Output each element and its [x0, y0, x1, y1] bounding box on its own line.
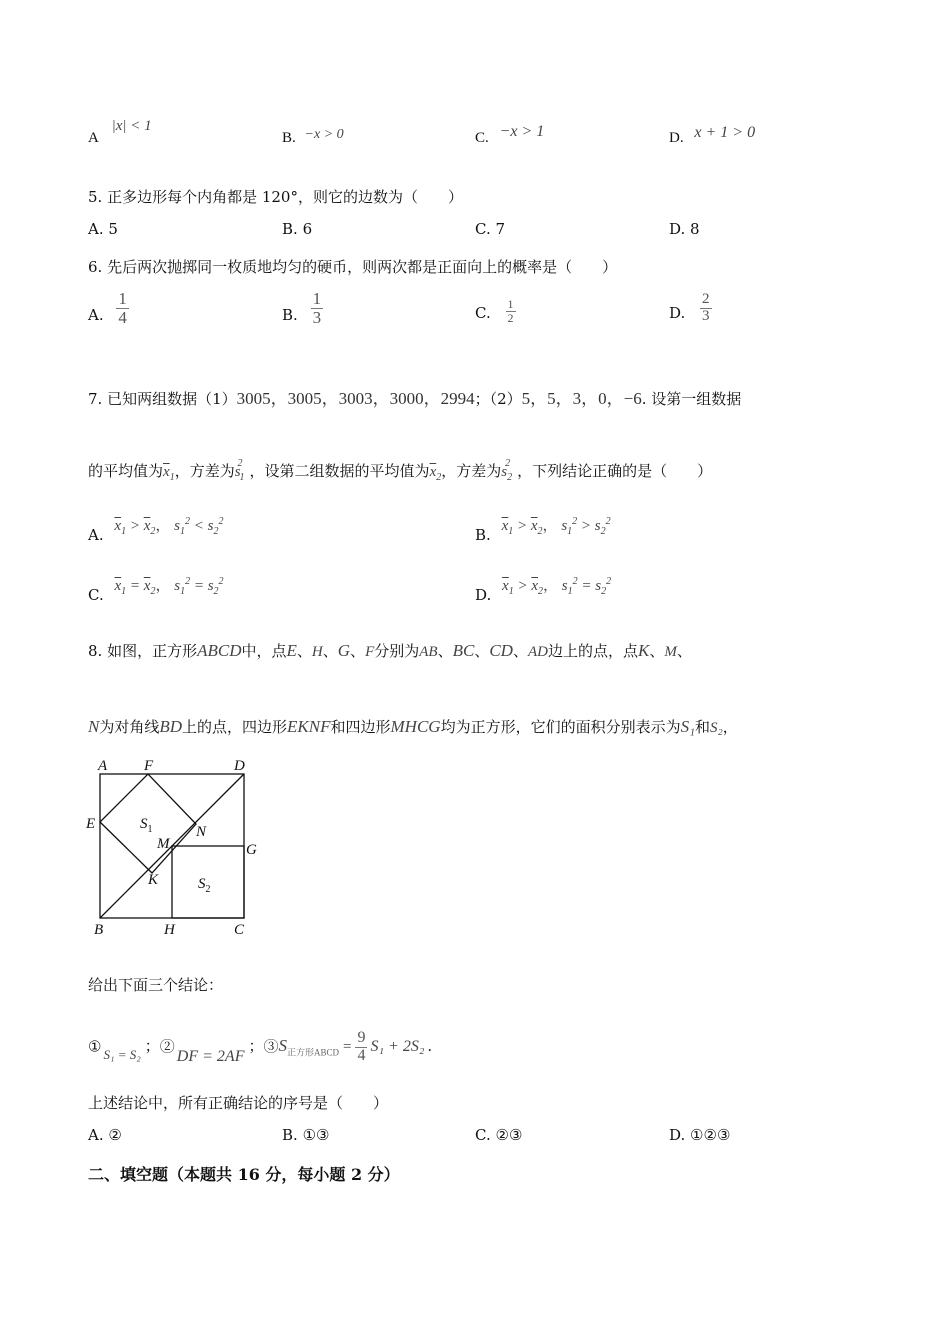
section-2-heading: 二、填空题（本题共 16 分，每小题 2 分） [88, 1165, 400, 1184]
label-f: F [144, 758, 154, 774]
q7-option-c: C. $\overline{x}_1 = \overline{x}_2$， $s_1^2 = s_2^2$ [88, 576, 224, 604]
q8-option-c: C. ②③ [475, 1126, 523, 1144]
label-g: G [246, 842, 257, 858]
label-c: C [234, 922, 245, 938]
q7-option-b: B. $\overline{x}_1 > \overline{x}_2$， $s_1^2 > s_2^2$ [475, 516, 611, 544]
q8-geometry-figure [80, 756, 270, 942]
option-expr: |x| < 1 [111, 118, 152, 134]
q8-given: 给出下面三个结论： [88, 976, 224, 994]
option-label: D. [669, 130, 684, 146]
q4-option-d [669, 124, 756, 147]
q4-option-c [475, 123, 545, 147]
label-n: N [196, 824, 207, 840]
label-m: M [157, 836, 170, 852]
option-expr: −x > 1 [499, 123, 545, 140]
q6-option-c: C. $\frac{1}{2}$ [475, 297, 514, 325]
label-e: E [86, 816, 96, 832]
label-k: K [148, 872, 159, 888]
q5-option-d: D. 8 [669, 220, 700, 238]
q5-option-a: A. 5 [88, 220, 118, 238]
q8-conclusions: ① S₁ = S₂ ；②DF = 2AF；$③S_{正方形ABCD}$ = $\frac{9}{4}$ S₁ + 2S₂ . [88, 1029, 433, 1066]
option-expr: x + 1 > 0 [694, 124, 756, 141]
q5-option-c: C. 7 [475, 220, 506, 238]
q6-stem: 6. 先后两次抛掷同一枚质地均匀的硬币，则两次都是正面向上的概率是（ ） [88, 258, 618, 276]
label-a: A [98, 758, 108, 774]
square-mhcg [172, 846, 244, 918]
q8-line1: 8. 如图，正方形ABCD中，点E、H、G、F分别为AB、BC、CD、AD边上的点，点K、M、 [88, 641, 692, 660]
q6-option-d: D. $\frac{2}{3}$ [669, 291, 710, 324]
q8-option-a: A. ② [88, 1126, 122, 1144]
option-label: C. [475, 130, 489, 146]
q7-line1: 7. 已知两组数据（1）3005，3005，3003，3000，2994；（2）5，5，3，0，−6. 设第一组数据 [88, 389, 742, 408]
q4-option-a [88, 118, 152, 147]
label-s1: $S_1$ [140, 816, 153, 835]
q7-option-a: A. $\overline{x}_1 > \overline{x}_2$， $s_1^2 < s_2^2$ [88, 516, 224, 544]
label-b: B [94, 922, 104, 938]
option-label: B. [282, 130, 296, 146]
label-s2: $S_2$ [198, 876, 211, 895]
q8-option-d: D. ①②③ [669, 1126, 731, 1144]
q5-stem: 5. 正多边形每个内角都是 120°，则它的边数为（ ） [88, 188, 463, 206]
q4-option-b [282, 128, 344, 147]
q8-line2: N为对角线BD上的点，四边形EKNF和四边形MHCG均为正方形，它们的面积分别表示为S₁和S₂， [88, 717, 738, 736]
q7-option-d: D. $\overline{x}_1 > \overline{x}_2$， $s_1^2 = s_2^2$ [475, 576, 612, 604]
q6-option-b: B. $\frac{1}{3}$ [282, 289, 322, 327]
q6-option-a: A. $\frac{1}{4}$ [88, 289, 127, 327]
option-expr: −x > 0 [304, 127, 344, 142]
label-h: H [164, 922, 175, 938]
q7-line2: 的平均值为$\overline{x}_1$，方差为$s_1^2$ ，设第二组数据的平均值为$\overline{x}_2$，方差为$s_2^2$ ，下列结论正确的是（ ） [88, 458, 713, 483]
option-label: A [88, 130, 99, 146]
q8-question: 上述结论中，所有正确结论的序号是（ ） [88, 1094, 389, 1112]
q8-option-b: B. ①③ [282, 1126, 330, 1144]
q5-option-b: B. 6 [282, 220, 313, 238]
label-d: D [234, 758, 245, 774]
